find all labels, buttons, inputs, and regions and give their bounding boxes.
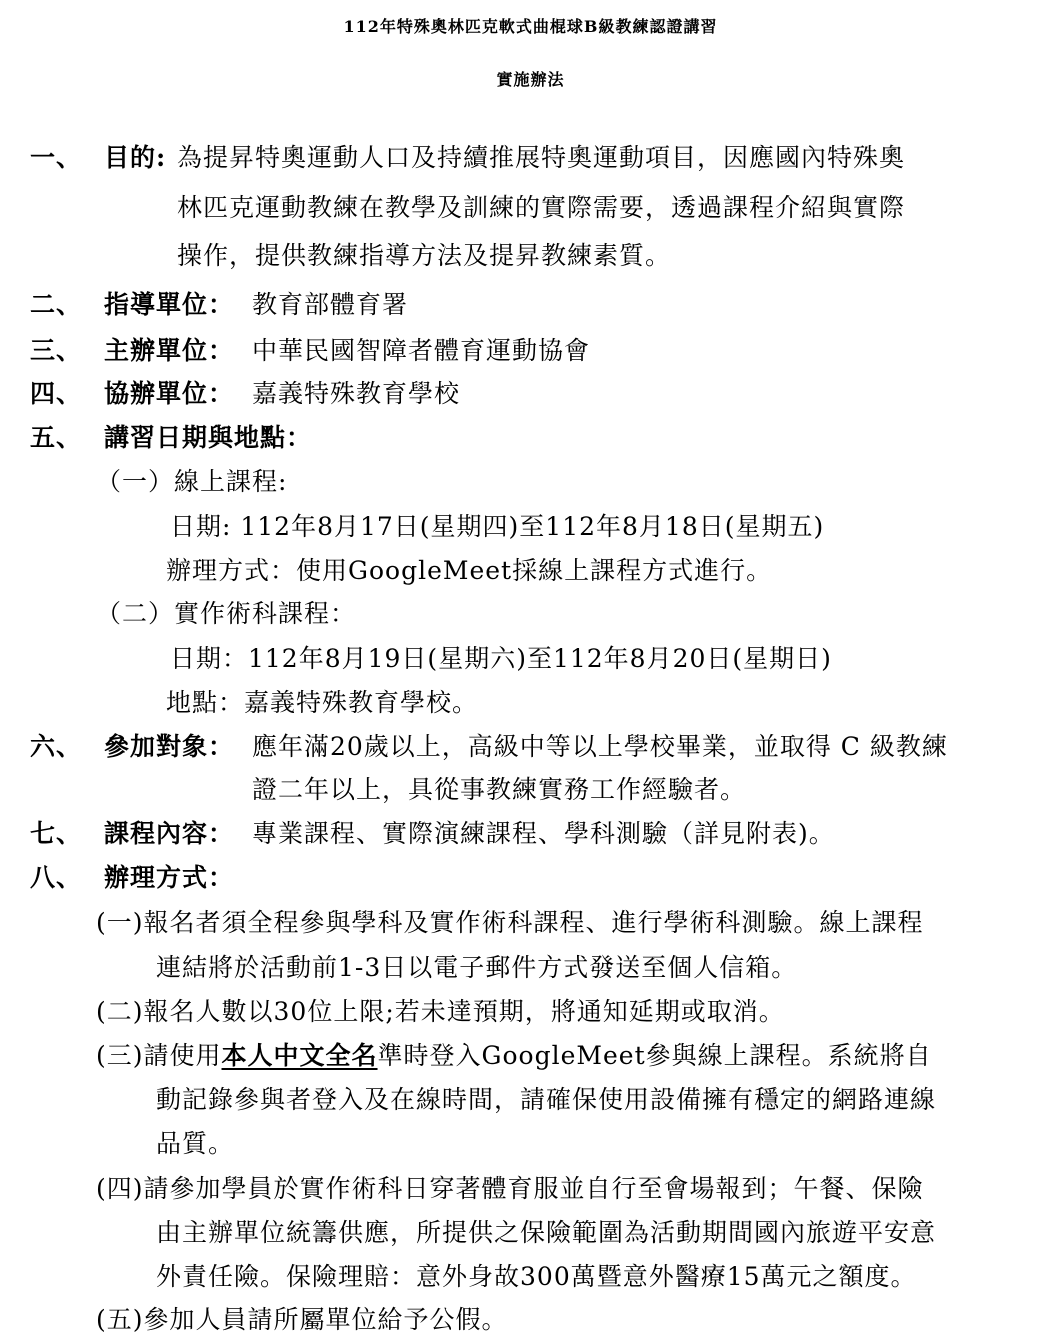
section-3-number: 三、 — [30, 336, 83, 365]
section-1-text-line-1: 為提昇特奧運動人口及持續推展特奧運動項目，因應國內特殊奧 — [177, 143, 906, 172]
section-3-value: 中華民國智障者體育運動協會 — [252, 336, 591, 365]
section-6-number: 六、 — [30, 732, 83, 761]
section-8-item-2: (二)報名人數以30位上限;若未達預期，將通知延期或取消。 — [96, 997, 785, 1026]
section-2-label: 指導單位： — [104, 290, 235, 319]
section-6-text-line-2: 證二年以上，具從事教練實務工作經驗者。 — [252, 775, 747, 804]
section-3-label: 主辦單位： — [104, 336, 235, 365]
section-5-sub-1-date: 日期: 112年8月17日(星期四)至112年8月18日(星期五) — [170, 512, 825, 541]
document-subtitle: 實施辦法 — [496, 70, 565, 89]
section-8-item-4-line-2: 由主辦單位統籌供應，所提供之保險範圍為活動期間國內旅遊平安意 — [156, 1218, 937, 1247]
section-8-number: 八、 — [30, 863, 83, 892]
section-2-value: 教育部體育署 — [252, 290, 409, 319]
section-1-text-line-3: 操作，提供教練指導方法及提昇教練素質。 — [177, 241, 672, 270]
section-8-item-1-line-1: (一)報名者須全程參與學科及實作術科課程、進行學術科測驗。線上課程 — [96, 908, 924, 937]
section-2-number: 二、 — [30, 290, 83, 319]
section-5-label: 講習日期與地點： — [104, 423, 313, 452]
section-5-sub-1-title: （一）線上課程: — [96, 467, 288, 496]
section-7-value: 專業課程、實際演練課程、學科測驗（詳見附表)。 — [252, 819, 835, 848]
section-8-item-4-line-1: (四)請參加學員於實作術科日穿著體育服並自行至會場報到；午餐、保險 — [96, 1174, 924, 1203]
section-8-item-3-emphasis: 本人中文全名 — [221, 1041, 378, 1070]
section-8-item-4-line-3: 外責任險。保險理賠：意外身故300萬暨意外醫療15萬元之額度。 — [156, 1262, 917, 1291]
section-8-item-3-line-3: 品質。 — [156, 1129, 235, 1158]
section-7-label: 課程內容： — [104, 819, 235, 848]
section-1-number: 一、 — [30, 143, 83, 172]
section-1-text-line-2: 林匹克運動教練在教學及訓練的實際需要，透過課程介紹與實際 — [177, 193, 906, 222]
section-6-label: 參加對象： — [104, 732, 235, 761]
section-8-item-5: (五)參加人員請所屬單位給予公假。 — [96, 1305, 508, 1334]
section-8-item-1-line-2: 連結將於活動前1-3日以電子郵件方式發送至個人信箱。 — [156, 953, 798, 982]
section-8-item-3-suffix: 準時登入GoogleMeet參與線上課程。系統將自 — [377, 1041, 932, 1070]
section-6-text-line-1: 應年滿20歲以上，高級中等以上學校畢業，並取得 C 級教練 — [252, 732, 948, 761]
section-8-item-3-line-1 — [96, 1039, 932, 1073]
section-4-label: 協辦單位： — [104, 379, 235, 408]
section-7-number: 七、 — [30, 819, 83, 848]
section-8-label: 辦理方式： — [104, 863, 235, 892]
section-4-value: 嘉義特殊教育學校 — [252, 379, 461, 408]
section-5-sub-2-place: 地點：嘉義特殊教育學校。 — [166, 688, 479, 717]
section-5-number: 五、 — [30, 423, 83, 452]
section-4-number: 四、 — [30, 379, 83, 408]
section-8-item-3-prefix: (三)請使用 — [96, 1041, 222, 1070]
document-title: 112年特殊奧林匹克軟式曲棍球B級教練認證講習 — [343, 17, 718, 36]
section-1-label: 目的: — [104, 143, 167, 172]
section-5-sub-1-method: 辦理方式：使用GoogleMeet採線上課程方式進行。 — [166, 556, 773, 585]
section-5-sub-2-date: 日期：112年8月19日(星期六)至112年8月20日(星期日) — [170, 644, 832, 673]
section-8-item-3-line-2: 動記錄參與者登入及在線時間，請確保使用設備擁有穩定的網路連線 — [156, 1085, 937, 1114]
section-5-sub-2-title: （二）實作術科課程： — [96, 599, 357, 628]
